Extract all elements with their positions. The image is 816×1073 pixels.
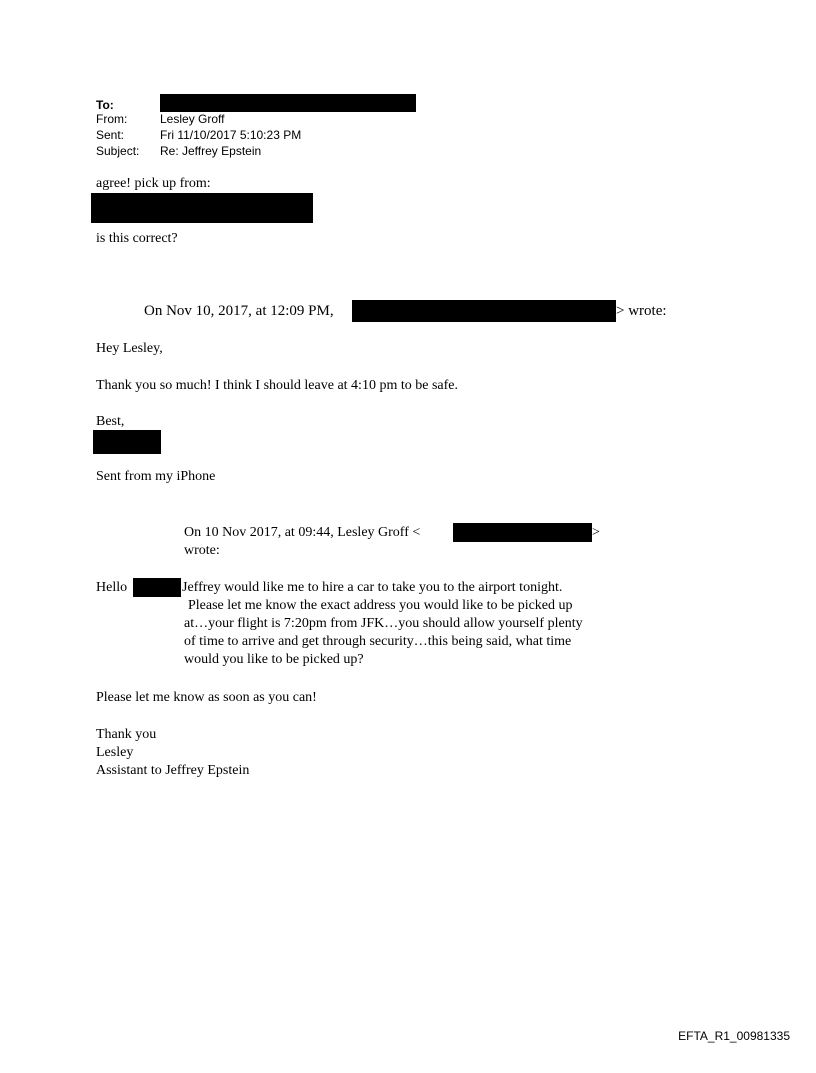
quote2-body-line-5: would you like to be picked up?: [184, 652, 364, 667]
quote2-please: Please let me know as soon as you can!: [96, 690, 317, 705]
quote1-greeting: Hey Lesley,: [96, 341, 163, 356]
redaction-quote2-name: [133, 578, 181, 597]
header-subject-label: Subject:: [96, 144, 140, 158]
redaction-to: [160, 94, 416, 112]
redaction-quote1-sender: [352, 300, 616, 322]
header-to-label: To:: [96, 98, 114, 112]
redaction-quote2-email: [453, 523, 592, 542]
header-subject-value: Re: Jeffrey Epstein: [160, 144, 262, 158]
quote2-closing-title: Assistant to Jeffrey Epstein: [96, 763, 250, 778]
quote2-attribution-line2: wrote:: [184, 543, 220, 558]
document-id: EFTA_R1_00981335: [678, 1029, 790, 1043]
redaction-address: [91, 193, 313, 223]
quote1-attribution-prefix: On Nov 10, 2017, at 12:09 PM,: [144, 303, 334, 319]
quote2-attribution-line1-end: >: [592, 525, 600, 540]
quote1-signature: Sent from my iPhone: [96, 469, 216, 484]
quote1-attribution-suffix: > wrote:: [616, 303, 667, 319]
quote1-body: Thank you so much! I think I should leave at 4:10 pm to be safe.: [96, 378, 458, 393]
header-sent-label: Sent:: [96, 128, 125, 142]
quote2-closing-thanks: Thank you: [96, 727, 157, 742]
quote2-body-line-2: Please let me know the exact address you would like to be picked up: [188, 598, 573, 613]
quote1-signoff: Best,: [96, 414, 125, 429]
reply-line-2: is this correct?: [96, 231, 178, 246]
quote2-closing-name: Lesley: [96, 745, 134, 760]
reply-line-1: agree! pick up from:: [96, 176, 211, 191]
quote2-body-line-4: of time to arrive and get through security…this being said, what time: [184, 634, 572, 649]
header-sent-value: Fri 11/10/2017 5:10:23 PM: [160, 128, 302, 142]
quote2-attribution-line1: On 10 Nov 2017, at 09:44, Lesley Groff <: [184, 525, 421, 540]
redaction-quote1-signature: [93, 430, 161, 454]
quote2-body-line-3: at…your flight is 7:20pm from JFK…you should allow yourself plenty: [184, 616, 583, 631]
header-from-value: Lesley Groff: [160, 112, 225, 126]
quote2-hello: Hello: [96, 580, 128, 595]
header-from-label: From:: [96, 112, 128, 126]
quote2-body-line-1: Jeffrey would like me to hire a car to take you to the airport tonight.: [182, 580, 563, 595]
